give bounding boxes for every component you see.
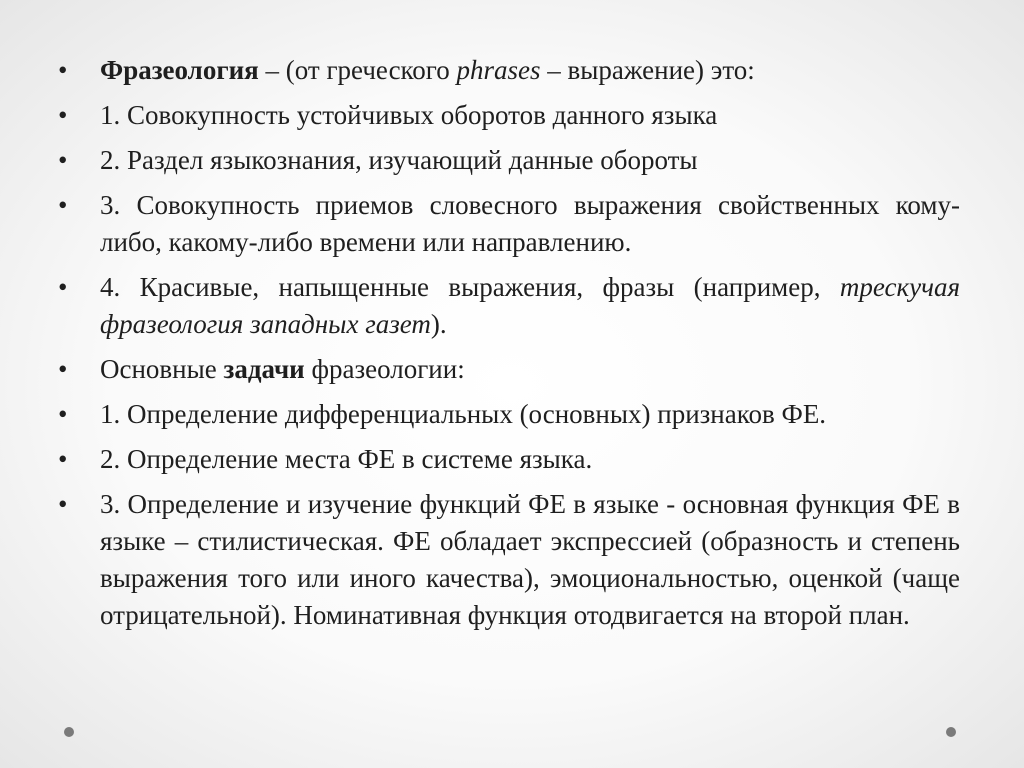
bullet-dot-icon: •	[58, 399, 68, 429]
bullet-dot-icon: •	[58, 190, 68, 220]
bullet-dot-icon: •	[58, 55, 68, 85]
bullet-text-segment: – (от греческого	[258, 55, 457, 85]
bullet-text-segment: фразеологии:	[304, 354, 465, 384]
bullet-text-segment: 2. Раздел языкознания, изучающий данные обороты	[100, 145, 698, 175]
bullet-item	[58, 52, 960, 89]
bullet-item	[58, 351, 960, 388]
bullet-dot-icon: •	[58, 145, 68, 175]
bullet-item	[58, 269, 960, 343]
corner-dot-right	[946, 727, 956, 737]
bullet-text-segment: 1. Определение дифференциальных (основных) признаков ФЕ.	[100, 399, 827, 429]
bullet-text-segment: Основные	[100, 354, 224, 384]
bullet-text-segment: 1. Совокупность устойчивых оборотов данного языка	[100, 100, 718, 130]
bullet-dot-icon: •	[58, 100, 68, 130]
bullet-text-segment: 3. Определение и изучение функций ФЕ в языке - основная функция ФЕ в языке – стилистическая. ФЕ обладает экспрессией (образность и степень выражения того или иного качества), эмоциональностью, оценкой (чаще отрицательной). Номинативная функция отодвигается на второй план.	[100, 489, 960, 630]
bullet-text-segment: трескучая фразеология западных газет	[100, 272, 960, 339]
bullet-text-segment: – выражение) это:	[540, 55, 755, 85]
bullet-dot-icon: •	[58, 489, 68, 519]
bullet-text-segment: phrases	[456, 55, 541, 85]
bullet-text-segment: 2. Определение места ФЕ в системе языка.	[100, 444, 593, 474]
bullet-dot-icon: •	[58, 444, 68, 474]
bullet-item	[58, 142, 960, 179]
corner-dot-left	[64, 727, 74, 737]
bullet-text-segment: ).	[430, 309, 447, 339]
bullet-text-segment: 3. Совокупность приемов словесного выражения свойственных кому-либо, какому-либо времени или направлению.	[100, 190, 960, 257]
bullet-list	[58, 52, 960, 642]
bullet-item	[58, 396, 960, 433]
bullet-item	[58, 97, 960, 134]
bullet-item	[58, 441, 960, 478]
bullet-text-segment: задачи	[223, 354, 305, 384]
bullet-text-segment: Фразеология	[100, 55, 259, 85]
bullet-item	[58, 486, 960, 634]
bullet-text-segment: 4. Красивые, напыщенные выражения, фразы (например,	[100, 272, 840, 302]
bullet-dot-icon: •	[58, 354, 68, 384]
bullet-dot-icon: •	[58, 272, 68, 302]
bullet-item	[58, 187, 960, 261]
